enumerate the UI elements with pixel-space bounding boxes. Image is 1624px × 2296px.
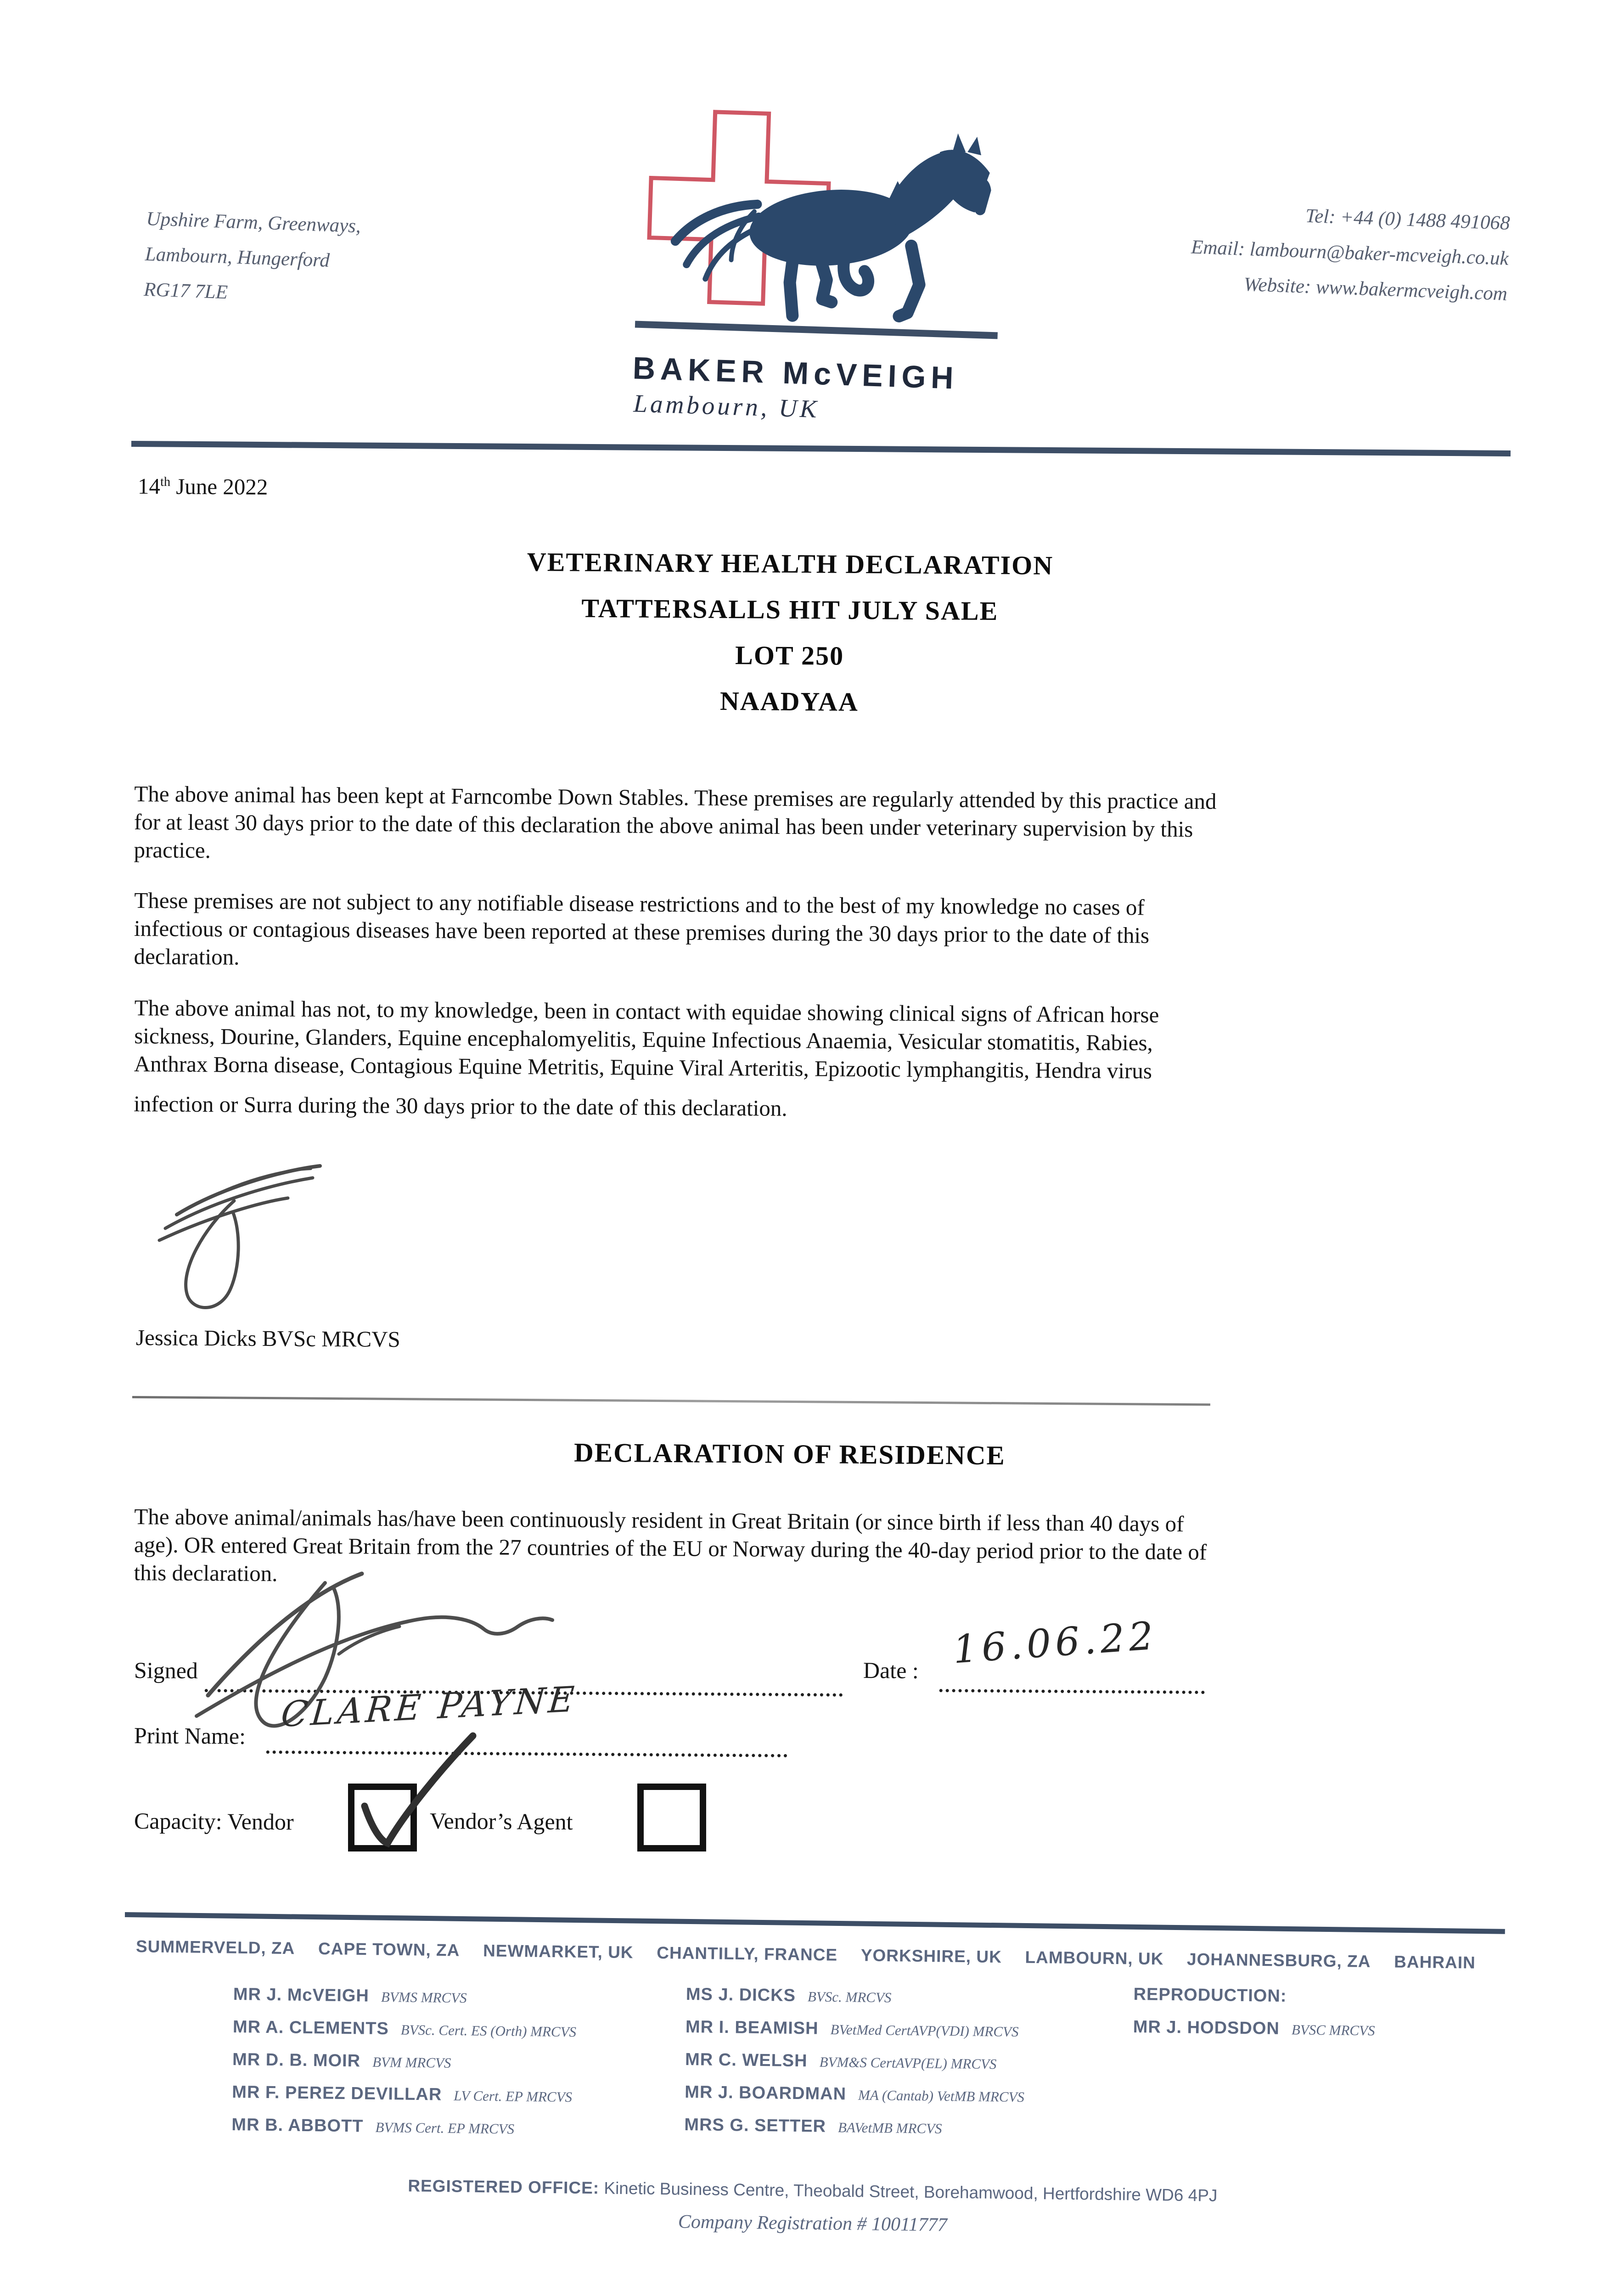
location-item: SUMMERVELD, ZA <box>135 1937 295 1958</box>
practice-location: Lambourn, UK <box>633 389 820 423</box>
staff-qualifications: BVMS MRCVS <box>381 1988 467 2006</box>
staff-qualifications: BVSc. MRCVS <box>807 1988 892 2006</box>
staff-name: MR J. McVEIGH <box>233 1985 370 2006</box>
contact-email: Email: lambourn@baker-mcveigh.co.uk <box>1191 236 1509 270</box>
header-divider <box>131 441 1511 456</box>
body-line: sickness, Dourine, Glanders, Equine encephalomyelitis, Equine Infectious Anaemia, Vesicular stomatitis, Rabies, <box>134 1023 1153 1056</box>
location-item: BAHRAIN <box>1394 1952 1476 1972</box>
body-line: The above animal has been kept at Farncombe Down Stables. These premises are regularly attended by this practice and <box>134 781 1217 814</box>
vet-signature <box>149 1150 351 1316</box>
horse-and-cross-logo-icon <box>630 103 1032 332</box>
body-line: infection or Surra during the 30 days prior to the date of this declaration. <box>134 1091 787 1121</box>
section-divider <box>132 1396 1210 1406</box>
practice-contact <box>1189 194 1511 312</box>
reproduction-heading: REPRODUCTION: <box>1133 1985 1287 2006</box>
staff-name: MS J. DICKS <box>686 1985 796 2005</box>
body-line: Anthrax Borna disease, Contagious Equine Metritis, Equine Viral Arteritis, Epizootic lymphangitis, Hendra virus <box>134 1051 1152 1084</box>
address-line: Lambourn, Hungerford <box>145 243 330 271</box>
title-declaration: VETERINARY HEALTH DECLARATION <box>527 546 1054 580</box>
title-lot: LOT 250 <box>735 640 844 671</box>
handwritten-print-name: CLARE PAYNE <box>279 1678 579 1735</box>
capacity-label <box>134 1807 294 1835</box>
location-item: YORKSHIRE, UK <box>860 1946 1002 1967</box>
staff-name: MR I. BEAMISH <box>685 2017 819 2038</box>
staff-row <box>232 2017 576 2054</box>
location-item: CAPE TOWN, ZA <box>318 1939 460 1960</box>
location-item: NEWMARKET, UK <box>483 1941 634 1962</box>
date-ordinal: th <box>160 475 171 490</box>
staff-name: MR F. PEREZ DEVILLAR <box>232 2082 442 2105</box>
staff-qualifications: BVM MRCVS <box>372 2054 451 2071</box>
registered-office-address: Kinetic Business Centre, Theobald Street, Borehamwood, Hertfordshire WD6 4PJ <box>604 2178 1218 2205</box>
body-line: The above animal/animals has/have been continuously resident in Great Britain (or since birth if less than 40 days of <box>134 1504 1184 1536</box>
staff-name: MR J. BOARDMAN <box>685 2082 847 2104</box>
staff-name: MR J. HODSDON <box>1133 2017 1280 2038</box>
date-day: 14 <box>137 473 161 499</box>
paragraph-disease-restrictions <box>134 886 1149 977</box>
vendor-option-label: Vendor <box>227 1808 294 1835</box>
staff-row <box>231 2115 575 2152</box>
registered-office-label: REGISTERED OFFICE: <box>408 2176 600 2198</box>
staff-name: MR D. B. MOIR <box>232 2050 361 2071</box>
title-sale: TATTERSALLS HIT JULY SALE <box>581 593 999 626</box>
residence-heading: DECLARATION OF RESIDENCE <box>573 1437 1006 1471</box>
staff-qualifications: BVSc. Cert. ES (Orth) MRCVS <box>400 2021 577 2040</box>
date-month-year: June 2022 <box>170 473 268 500</box>
footer-divider <box>125 1912 1505 1934</box>
contact-tel: Tel: +44 (0) 1488 491068 <box>1305 205 1511 234</box>
staff-qualifications: BVSC MRCVS <box>1291 2021 1375 2039</box>
practice-address <box>143 201 361 315</box>
address-line: Upshire Farm, Greenways, <box>146 208 361 237</box>
vendors-agent-checkbox <box>637 1784 706 1851</box>
staff-name: MR C. WELSH <box>685 2050 808 2071</box>
capacity-word: Capacity: <box>134 1808 222 1835</box>
address-line: RG17 7LE <box>143 278 228 304</box>
location-item: CHANTILLY, FRANCE <box>657 1943 838 1964</box>
body-line: this declaration. <box>134 1559 278 1587</box>
staff-qualifications: BVetMed CertAVP(VDI) MRCVS <box>830 2021 1019 2040</box>
staff-column-2 <box>684 1985 1026 2152</box>
staff-qualifications: MA (Cantab) VetMB MRCVS <box>858 2087 1025 2105</box>
signed-label: Signed <box>134 1657 198 1683</box>
title-horse-name: NAADYAA <box>719 686 859 717</box>
staff-row <box>684 2115 1024 2152</box>
staff-name: MRS G. SETTER <box>684 2115 826 2136</box>
company-registration: Company Registration # 10011777 <box>678 2211 948 2236</box>
staff-row <box>685 2050 1025 2087</box>
date-label: Date : <box>863 1657 919 1683</box>
registered-office <box>138 2173 1488 2209</box>
staff-row <box>686 1985 1025 2021</box>
footer-locations <box>136 1937 1476 1973</box>
staff-qualifications: LV Cert. EP MRCVS <box>454 2087 573 2105</box>
agent-option-label: Vendor’s Agent <box>429 1808 573 1835</box>
staff-row <box>232 2082 576 2119</box>
staff-qualifications: BAVetMB MRCVS <box>837 2119 942 2137</box>
staff-column-reproduction <box>1133 1985 1376 2053</box>
staff-column-1 <box>231 1985 577 2152</box>
staff-qualifications: BVM&S CertAVP(EL) MRCVS <box>819 2054 997 2072</box>
document-titles <box>137 536 1443 729</box>
staff-row <box>1133 2017 1375 2053</box>
paragraph-premises <box>134 780 1216 871</box>
staff-row <box>232 2050 576 2087</box>
staff-row <box>685 2017 1025 2054</box>
practice-name: BAKER McVEIGH <box>632 350 959 396</box>
print-name-label: Print Name: <box>134 1722 246 1749</box>
staff-row <box>233 1985 577 2021</box>
body-line: declaration. <box>134 943 240 970</box>
handwritten-date: 16.06.22 <box>951 1613 1159 1672</box>
practice-logo <box>627 103 1051 437</box>
staff-name: MR A. CLEMENTS <box>232 2017 389 2039</box>
body-line: age). OR entered Great Britain from the 27 countries of the EU or Norway during the 40-day period prior to the date of <box>134 1532 1207 1565</box>
body-line: The above animal has not, to my knowledge, been in contact with equidae showing clinical signs of African horse <box>134 995 1159 1028</box>
body-line: for at least 30 days prior to the date of this declaration the above animal has been under veterinary supervision by this <box>134 809 1193 842</box>
body-line: practice. <box>134 837 211 863</box>
body-line: These premises are not subject to any notifiable disease restrictions and to the best of my knowledge no cases of <box>134 888 1145 920</box>
document-date <box>138 473 268 500</box>
contact-website: Website: www.bakermcveigh.com <box>1243 273 1508 305</box>
vet-printed-name: Jessica Dicks BVSc MRCVS <box>135 1325 400 1352</box>
location-item: LAMBOURN, UK <box>1025 1947 1164 1969</box>
staff-name: MR B. ABBOTT <box>231 2115 364 2136</box>
location-item: JOHANNESBURG, ZA <box>1186 1949 1371 1971</box>
staff-row <box>1133 1985 1376 2020</box>
body-line: infectious or contagious diseases have been reported at these premises during the 30 days prior to the date of this <box>134 916 1150 948</box>
vendor-checkbox-tick-icon <box>341 1726 478 1863</box>
staff-row <box>685 2082 1024 2119</box>
paragraph-contact-diseases <box>134 994 1159 1125</box>
staff-qualifications: BVMS Cert. EP MRCVS <box>375 2119 515 2137</box>
